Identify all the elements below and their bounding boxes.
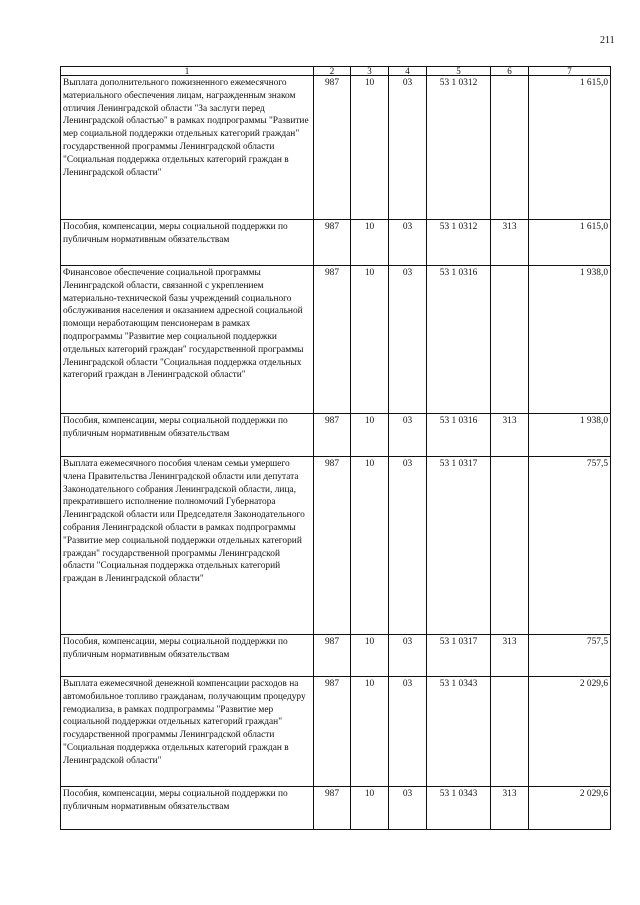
code-subsection: 03: [389, 677, 427, 787]
code-section: 10: [351, 76, 389, 220]
code-target: 53 1 0343: [427, 677, 491, 787]
expense-name: Пособия, компенсации, меры социальной поддержки по публичным нормативным обязательствам: [61, 787, 314, 830]
table-row: [61, 414, 611, 457]
expense-name: Выплата дополнительного пожизненного ежемесячного материального обеспечения лицам, награжденным знаком отличия Ленинградской области "За заслуги перед Ленинградской областью" в рамках подпрограммы "Развитие мер социальной поддержки отдельных категорий граждан" государственной программы Ленинградской области "Социальная поддержка отдельных категорий граждан в Ленинградской области": [61, 76, 314, 220]
code-subsection: 03: [389, 414, 427, 457]
code-type: [491, 76, 529, 220]
code-type: [491, 677, 529, 787]
code-ministry: 987: [314, 677, 351, 787]
code-type: 313: [491, 220, 529, 266]
table-row: [61, 76, 611, 220]
column-header: 7: [529, 67, 611, 76]
code-target: 53 1 0316: [427, 266, 491, 414]
code-section: 10: [351, 457, 389, 635]
table-row: [61, 635, 611, 677]
table-row: [61, 457, 611, 635]
code-subsection: 03: [389, 787, 427, 830]
expense-name: Пособия, компенсации, меры социальной поддержки по публичным нормативным обязательствам: [61, 220, 314, 266]
column-header: 6: [491, 67, 529, 76]
expense-name: Пособия, компенсации, меры социальной поддержки по публичным нормативным обязательствам: [61, 414, 314, 457]
code-type: [491, 457, 529, 635]
amount: 757,5: [529, 635, 611, 677]
column-header: 5: [427, 67, 491, 76]
code-target: 53 1 0312: [427, 76, 491, 220]
code-type: 313: [491, 414, 529, 457]
table-row: [61, 677, 611, 787]
column-header: 2: [314, 67, 351, 76]
amount: 1 615,0: [529, 220, 611, 266]
code-section: 10: [351, 220, 389, 266]
amount: 2 029,6: [529, 677, 611, 787]
column-header: 1: [61, 67, 314, 76]
code-ministry: 987: [314, 76, 351, 220]
code-section: 10: [351, 787, 389, 830]
code-ministry: 987: [314, 266, 351, 414]
expense-name: Выплата ежемесячной денежной компенсации расходов на автомобильное топливо гражданам, получающим процедуру гемодиализа, в рамках подпрограммы "Развитие мер социальной поддержки отдельных категорий граждан" государственной программы Ленинградской области "Социальная поддержка отдельных категорий граждан в Ленинградской области": [61, 677, 314, 787]
page-number: 211: [600, 35, 615, 46]
code-target: 53 1 0317: [427, 457, 491, 635]
column-header: 3: [351, 67, 389, 76]
table-row: [61, 220, 611, 266]
amount: 1 938,0: [529, 414, 611, 457]
table-row: [61, 787, 611, 830]
code-type: 313: [491, 787, 529, 830]
code-subsection: 03: [389, 266, 427, 414]
table-header-row: [61, 67, 611, 76]
code-subsection: 03: [389, 457, 427, 635]
code-target: 53 1 0316: [427, 414, 491, 457]
code-target: 53 1 0317: [427, 635, 491, 677]
code-section: 10: [351, 266, 389, 414]
expense-name: Выплата ежемесячного пособия членам семьи умершего члена Правительства Ленинградской области или депутата Законодательного собрания Ленинградской области, лица, прекратившего исполнение полномочий Губернатора Ленинградской области или Председателя Законодательного собрания Ленинградской области в рамках подпрограммы "Развитие мер социальной поддержки отдельных категорий граждан" государственной программы Ленинградской области "Социальная поддержка отдельных категорий граждан в Ленинградской области": [61, 457, 314, 635]
code-type: [491, 266, 529, 414]
expense-name: Финансовое обеспечение социальной программы Ленинградской области, связанной с укреплением материально-технической базы учреждений социального обслуживания населения и оказанием адресной социальной помощи неработающим пенсионерам в рамках подпрограммы "Развитие мер социальной поддержки отдельных категорий граждан" государственной программы Ленинградской области "Социальная поддержка отдельных категорий граждан в Ленинградской области": [61, 266, 314, 414]
code-target: 53 1 0312: [427, 220, 491, 266]
budget-table: [60, 66, 611, 830]
code-subsection: 03: [389, 220, 427, 266]
code-section: 10: [351, 414, 389, 457]
code-subsection: 03: [389, 635, 427, 677]
code-ministry: 987: [314, 457, 351, 635]
amount: 757,5: [529, 457, 611, 635]
amount: 1 938,0: [529, 266, 611, 414]
amount: 1 615,0: [529, 76, 611, 220]
code-target: 53 1 0343: [427, 787, 491, 830]
code-ministry: 987: [314, 220, 351, 266]
code-ministry: 987: [314, 635, 351, 677]
code-section: 10: [351, 677, 389, 787]
expense-name: Пособия, компенсации, меры социальной поддержки по публичным нормативным обязательствам: [61, 635, 314, 677]
code-type: 313: [491, 635, 529, 677]
column-header: 4: [389, 67, 427, 76]
code-subsection: 03: [389, 76, 427, 220]
code-ministry: 987: [314, 414, 351, 457]
code-section: 10: [351, 635, 389, 677]
table-row: [61, 266, 611, 414]
code-ministry: 987: [314, 787, 351, 830]
amount: 2 029,6: [529, 787, 611, 830]
